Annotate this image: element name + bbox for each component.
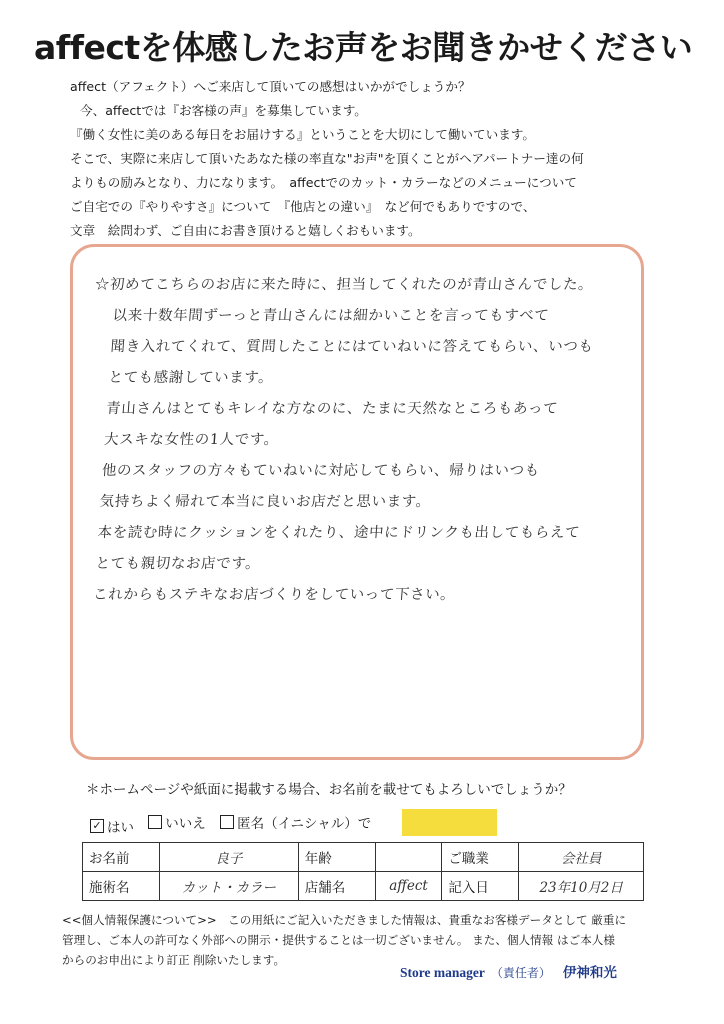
date-field[interactable]: 23年10月2日 xyxy=(519,872,644,901)
option-no[interactable] xyxy=(148,812,206,832)
job-field[interactable]: 会社員 xyxy=(519,843,644,872)
checkbox-yes[interactable]: ✓ xyxy=(90,819,104,833)
customer-info-table xyxy=(82,842,644,901)
age-field[interactable] xyxy=(375,843,442,872)
comment-line: これからもステキなお店づくりをしていって下さい。 xyxy=(92,587,456,603)
option-anonymous-label: 匿名（イニシャル）で xyxy=(237,816,372,832)
store-label: 店舗名 xyxy=(298,872,375,901)
intro-line: よりもの励みとなり、力になります。 affectでのカット・カラーなどのメニューについて xyxy=(70,175,577,190)
comment-line: 聞き入れてくれて、質問したことにはていねいに答えてもらい、いつも xyxy=(109,339,595,355)
option-yes-label: はい xyxy=(107,820,134,836)
privacy-line: からのお申出により訂正 削除いたします。 xyxy=(62,953,286,967)
name-label: お名前 xyxy=(83,843,160,872)
publish-question: ＊ホームページや紙面に掲載する場合、お名前を載せてもよろしいでしょうか？ xyxy=(86,782,572,798)
option-anonymous[interactable] xyxy=(220,812,371,832)
publish-options xyxy=(90,812,381,834)
intro-line: 文章 絵問わず、ご自由にお書き頂けると嬉しくおもいます。 xyxy=(70,223,421,238)
privacy-line: 管理し、ご本人の許可なく外部への開示・提供することは一切ございません。 また、個人情報 はご本人様 xyxy=(62,933,615,947)
intro-line: affect（アフェクト）へご来店して頂いての感想はいかがでしょうか？ xyxy=(70,79,471,94)
intro-line: 『働く女性に美のある毎日をお届けする』ということを大切にして働いています。 xyxy=(70,127,535,142)
manager-name: 伊神和光 xyxy=(562,965,617,980)
option-yes[interactable] xyxy=(90,816,134,836)
manager-label: Store manager xyxy=(400,965,485,980)
service-label: 施術名 xyxy=(83,872,160,901)
name-field[interactable]: 良子 xyxy=(160,843,299,872)
comment-line: 青山さんはとてもキレイな方なのに、たまに天然なところもあって xyxy=(105,401,559,417)
comment-line: 以来十数年間ずーっと青山さんには細かいことを言ってもすべて xyxy=(112,308,550,324)
redacted-highlight xyxy=(402,809,497,836)
service-field[interactable]: カット・カラー xyxy=(160,872,299,901)
handwritten-comment xyxy=(72,270,652,611)
comment-line: 気持ちよく帰れて本当に良いお店だと思います。 xyxy=(99,494,432,510)
comment-line: とても親切なお店です。 xyxy=(94,556,261,572)
store-manager xyxy=(400,961,617,981)
job-label: ご職業 xyxy=(442,843,519,872)
intro-line: 今、affectでは『お客様の声』を募集しています。 xyxy=(80,103,367,118)
intro-text xyxy=(70,75,690,243)
option-no-label: いいえ xyxy=(165,816,206,832)
intro-line: ご自宅での『やりやすさ』について 『他店との違い』 など何でもありですので、 xyxy=(70,199,536,214)
manager-role: （責任者） xyxy=(490,966,551,980)
comment-line: とても感謝しています。 xyxy=(107,370,274,386)
privacy-line: <<個人情報保護について>> この用紙にご記入いただきました情報は、貴重なお客様データとして 厳重に xyxy=(62,913,627,927)
comment-line: 大スキな女性の1人です。 xyxy=(103,432,280,448)
page-title: affectを体感したお声をお聞きかせください xyxy=(34,28,693,67)
intro-line: そこで、実際に来店して頂いたあなた様の率直な"お声"を頂くことがヘアパートナー達の何 xyxy=(70,151,584,166)
date-label: 記入日 xyxy=(442,872,519,901)
store-field[interactable]: affect xyxy=(375,872,442,901)
comment-line: 他のスタッフの方々もていねいに対応してもらい、帰りはいつも xyxy=(101,463,541,479)
age-label: 年齢 xyxy=(298,843,375,872)
comment-line: 本を読む時にクッションをくれたり、途中にドリンクも出してもらえて xyxy=(96,525,581,541)
checkbox-no[interactable] xyxy=(148,815,162,829)
checkbox-anonymous[interactable] xyxy=(220,815,234,829)
comment-line: ☆初めてこちらのお店に来た時に、担当してくれたのが青山さんでした。 xyxy=(94,277,594,293)
